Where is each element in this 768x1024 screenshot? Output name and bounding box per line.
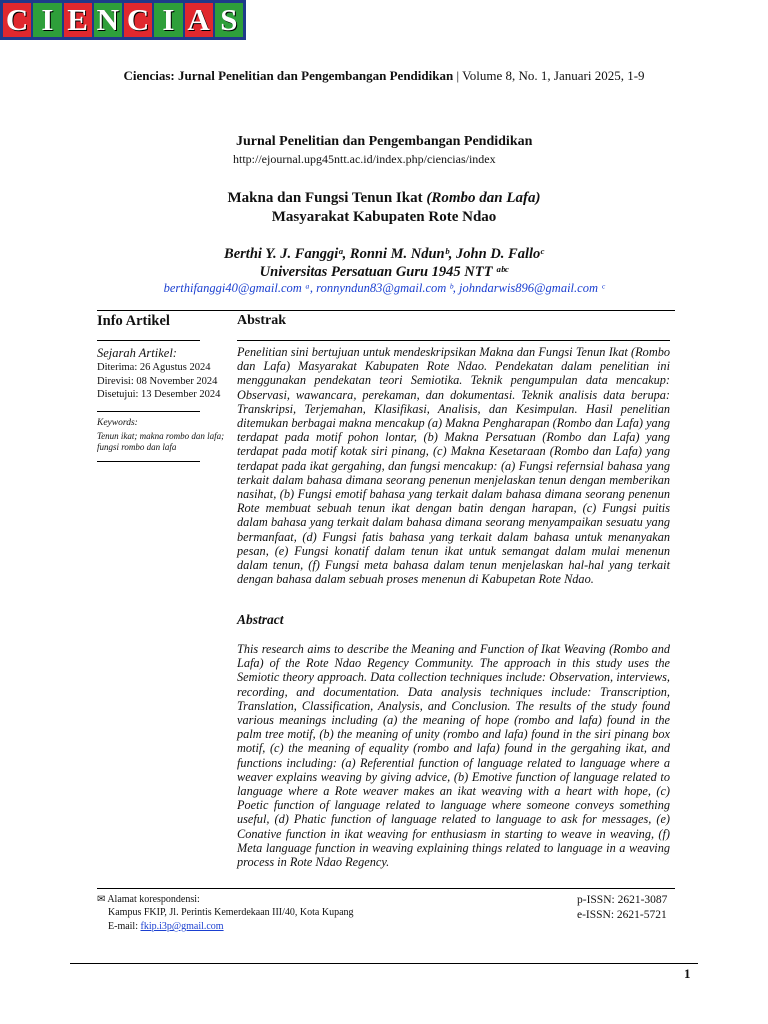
author-emails[interactable]: berthifanggi40@gmail.com ᵃ, ronnyndun83@gmail.com ᵇ, johndarwis896@gmail.com ᶜ bbox=[163, 281, 605, 295]
logo-letter-tile bbox=[124, 3, 152, 37]
keywords-divider bbox=[97, 461, 200, 462]
history-divider bbox=[97, 411, 200, 412]
info-divider bbox=[97, 340, 200, 341]
logo-letter-tile bbox=[154, 3, 182, 37]
page-number: 1 bbox=[684, 966, 691, 981]
correspondence-email-line bbox=[108, 921, 224, 932]
footer-divider bbox=[97, 888, 675, 889]
logo-letter: C bbox=[126, 2, 150, 37]
logo-letter: I bbox=[162, 2, 175, 37]
running-header bbox=[0, 68, 768, 84]
logo-letter-tile bbox=[3, 3, 31, 37]
article-history-label: Sejarah Artikel: bbox=[97, 346, 177, 360]
logo-letter-tile bbox=[33, 3, 61, 37]
correspondence-label: ✉ Alamat korespondensi: bbox=[97, 894, 200, 905]
abstract-heading: Abstract bbox=[237, 612, 284, 627]
authors: Berthi Y. J. Fanggiᵃ, Ronni M. Ndunᵇ, John D. Falloᶜ bbox=[224, 246, 544, 262]
journal-name: Jurnal Penelitian dan Pengembangan Pendidikan bbox=[236, 134, 533, 149]
running-header-journal: Ciencias: Jurnal Penelitian dan Pengembangan Pendidikan bbox=[123, 68, 454, 83]
logo-letter: E bbox=[67, 2, 88, 37]
logo-letter-tile bbox=[94, 3, 122, 37]
keywords-label: Keywords: bbox=[97, 418, 138, 428]
logo-letter: A bbox=[187, 2, 210, 37]
page-bottom-divider bbox=[70, 963, 698, 964]
affiliation: Universitas Persatuan Guru 1945 NTT ᵃᵇᶜ bbox=[259, 264, 509, 280]
journal-url[interactable]: http://ejournal.upg45ntt.ac.id/index.php/ciencias/index bbox=[233, 152, 496, 166]
e-issn: e-ISSN: 2621-5721 bbox=[577, 909, 667, 921]
date-revised: Direvisi: 08 November 2024 bbox=[97, 376, 218, 387]
logo-letter: C bbox=[5, 2, 29, 37]
abstrak-divider bbox=[237, 340, 670, 341]
top-divider bbox=[97, 310, 675, 311]
logo-letter: S bbox=[220, 2, 238, 37]
logo-letter: I bbox=[41, 2, 54, 37]
article-title-line2: Masyarakat Kabupaten Rote Ndao bbox=[271, 209, 497, 225]
title-plain: Makna dan Fungsi Tenun Ikat bbox=[227, 190, 427, 206]
logo-letter-tile bbox=[185, 3, 213, 37]
logo-letter-tile bbox=[215, 3, 243, 37]
title-italic: (Rombo dan Lafa) bbox=[426, 190, 541, 206]
keywords-text: Tenun ikat; makna rombo dan lafa; fungsi rombo dan lafa bbox=[97, 431, 225, 452]
ciencias-logo bbox=[0, 0, 246, 40]
date-accepted: Disetujui: 13 Desember 2024 bbox=[97, 389, 221, 400]
logo-letter: N bbox=[96, 2, 120, 37]
abstrak-heading: Abstrak bbox=[237, 313, 287, 328]
date-received: Diterima: 26 Agustus 2024 bbox=[97, 362, 211, 373]
correspondence-address: Kampus FKIP, Jl. Perintis Kemerdekaan III/40, Kota Kupang bbox=[108, 907, 354, 918]
p-issn: p-ISSN: 2621-3087 bbox=[577, 894, 668, 906]
article-title-line1 bbox=[0, 190, 768, 207]
correspondence-email-link[interactable]: fkip.i3p@gmail.com bbox=[140, 921, 224, 932]
running-header-issue: | Volume 8, No. 1, Januari 2025, 1-9 bbox=[453, 68, 645, 83]
logo-letter-tile bbox=[64, 3, 92, 37]
abstrak-text: Penelitian sini bertujuan untuk mendeskripsikan Makna dan Fungsi Tenun Ikat (Rombo dan Lafa) Masyarakat Kabupaten Rote Ndao. Pendekatan dalam penelitian ini menggunakan pendekatan teori Semiotika. Teknik pengumpulan data mencakup: Observasi, wawancara, perekaman, dan dokumentasi. Teknik analisis data berupa: Transkripsi, Terjemahan, Klasifikasi, Analisis, dan Kesimpulan. Hasil penelitian ditemukan berbagai makna mencakup (a) Makna Pengharapan (Rombo dan Lafa) yang terdapat pada motif pohon lontar, (b) Makna Persatuan (Rombo dan Lafa) yang terdapat pada motif kotak siri pinang, (c) Makna Kesetaraan (Rombo dan Lafa) yang terdapat pada ikat gergahing, dan fungsi mencakup: (a) Fungsi refernsial bahasa yang terkait dalam bahasa dimana seorang penenun menjelaskan tenun dengan memberikan nasihat, (b) Fungsi emotif bahasa yang terkait dalam bahasa dimana seorang penenun Rote membuat sebuah tenun ikat dengan batin dengan harapan, (c) Fungsi puitis dalam bahasa yang terkait dalam bahasa dimana seorang menyampaikan sesuatu yang bermanfaat, (d) Fungsi fatis bahasa yang terkait dalam bahasa untuk menanyakan pesan, (e) Fungsi konatif dalam tenun ikat untuk semangat dalam mulai menenun dalam tenun, (f) Fungsi meta bahasa dalam tenun menjelaskan hal-hal yang terkait dengan bahasa dalam sebuah proses menenun di Kabupetan Rote Ndao. bbox=[237, 345, 670, 587]
email-label: E-mail: bbox=[108, 921, 141, 932]
abstract-text: This research aims to describe the Meaning and Function of Ikat Weaving (Rombo and Lafa) of the Rote Ndao Regency Community. The approach in this study uses the Semiotic theory approach. Data collection techniques include: Observation, interviews, recording, and documentation. Data analysis techniques include: Transcription, Translation, Classification, Analysis, and Conclusion. The results of the study found various meanings including (a) the meaning of hope (rombo and lafa) found in the palm tree motif, (b) the meaning of unity (rombo and lafa) found in the siri pinang box motif, (c) the meaning of equality (rombo and lafa) found in the gergahing ikat, and functions including: (a) Referential function of language related to language where a weaver explains weaving by giving advice, (b) Emotive function of language related to language where a Rote weaver makes an ikat weaving with a heart with hope, (c) Poetic function of language related to language where someone conveys something useful, (d) Phatic function of language related to language to ask for messages, (e) Conative function in ikat weaving for enthusiasm in starting to weave in weaving, (f) Meta language function in weaving explaining things related to language in a weaving process in Rote Ndao Regency. bbox=[237, 642, 670, 870]
info-artikel-heading: Info Artikel bbox=[97, 313, 170, 329]
